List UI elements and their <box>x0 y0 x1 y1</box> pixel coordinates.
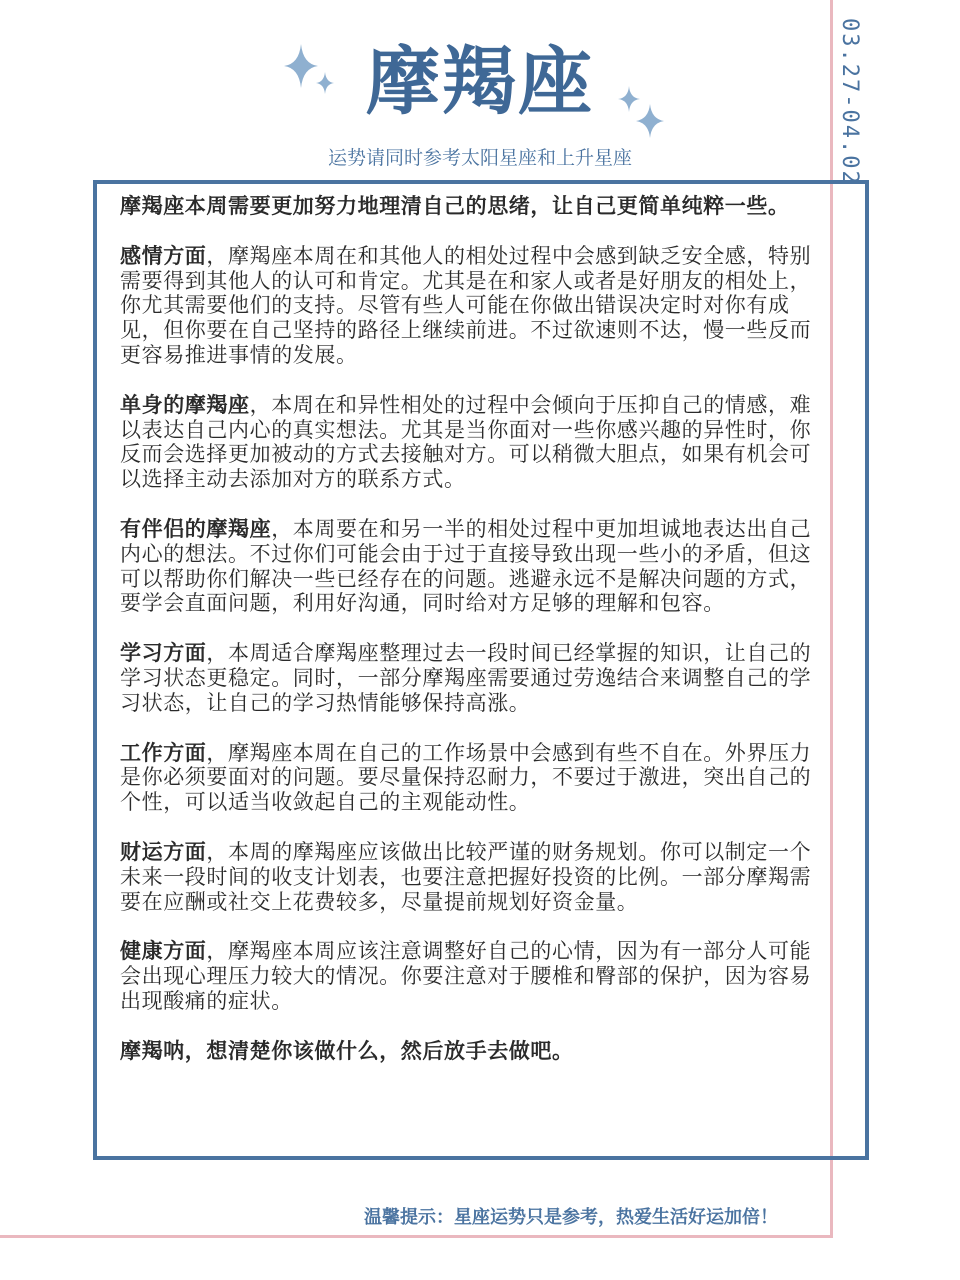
section-heading: 学习方面 <box>120 641 207 666</box>
subtitle: 运势请同时参考太阳星座和上升星座 <box>327 147 632 169</box>
sparkle-icon-small-left <box>316 72 334 94</box>
section-study <box>120 641 814 715</box>
page-title: 摩羯座 <box>366 39 594 125</box>
pink-horizontal-line <box>0 1235 833 1238</box>
footer-tip: 温馨提示：星座运势只是参考，热爱生活好运加倍！ <box>364 1207 778 1228</box>
section-text: ，摩羯座本周在自己的工作场景中会感到有些不自在。外界压力是你必须要面对的问题。要尽量保持忍耐力，不要过于激进，突出自己的个性，可以适当收敛起自己的主观能动性。 <box>120 740 812 815</box>
section-heading: 有伴侣的摩羯座 <box>120 516 272 541</box>
horoscope-content <box>120 194 814 1089</box>
section-heading: 单身的摩羯座 <box>120 392 250 417</box>
date-range: 03.27-04.02 <box>837 18 862 186</box>
intro-text: 摩羯座本周需要更加努力地理清自己的思绪，让自己更简单纯粹一些。 <box>120 194 790 218</box>
section-heading: 健康方面 <box>120 939 207 964</box>
section-single <box>120 393 814 492</box>
section-text: ，本周在和异性相处的过程中会倾向于压抑自己的情感，难以表达自己内心的真实想法。尤其是当你面对一些你感兴趣的异性时，你反而会选择更加被动的方式去接触对方。可以稍微大胆点，如果有机会可以选择主动去添加对方的联系方式。 <box>120 392 812 492</box>
section-text: ，本周适合摩羯座整理过去一段时间已经掌握的知识，让自己的学习状态更稳定。同时，一部分摩羯座需要通过劳逸结合来调整自己的学习状态，让自己的学习热情能够保持高涨。 <box>120 641 812 715</box>
section-wealth <box>120 840 814 914</box>
section-work <box>120 741 814 815</box>
section-heading: 感情方面 <box>120 243 207 268</box>
sparkle-icon-large-left <box>284 44 318 88</box>
section-text: ，本周要在和另一半的相处过程中更加坦诚地表达出自己内心的想法。不过你们可能会由于过于直接导致出现一些小的矛盾，但这可以帮助你们解决一些已经存在的问题。逃避永远不是解决问题的方式，要学会直面问题，利用好沟通，同时给对方足够的理解和包容。 <box>120 516 812 616</box>
section-text: ，本周的摩羯座应该做出比较严谨的财务规划。你可以制定一个未来一段时间的收支计划表，也要注意把握好投资的比例。一部分摩羯需要在应酬或社交上花费较多，尽量提前规划好资金量。 <box>120 839 812 914</box>
section-text: ，摩羯座本周在和其他人的相处过程中会感到缺乏安全感，特别需要得到其他人的认可和肯定。尤其是在和家人或者是好朋友的相处上，你尤其需要他们的支持。尽管有些人可能在你做出错误决定时对你有成见，但你要在自己坚持的路径上继续前进。不过欲速则不达，慢一些反而更容易推进事情的发展。 <box>120 243 812 367</box>
section-love <box>120 244 814 368</box>
section-health <box>120 939 814 1013</box>
closing-text: 摩羯呐，想清楚你该做什么，然后放手去做吧。 <box>120 1038 574 1063</box>
section-partnered <box>120 517 814 616</box>
section-heading: 财运方面 <box>120 839 207 864</box>
section-heading: 工作方面 <box>120 740 207 765</box>
sparkle-icon-large-right <box>636 104 664 138</box>
section-text: ，摩羯座本周应该注意调整好自己的心情，因为有一部分人可能会出现心理压力较大的情况。你要注意对于腰椎和臀部的保护，因为容易出现酸痛的症状。 <box>120 939 812 1013</box>
